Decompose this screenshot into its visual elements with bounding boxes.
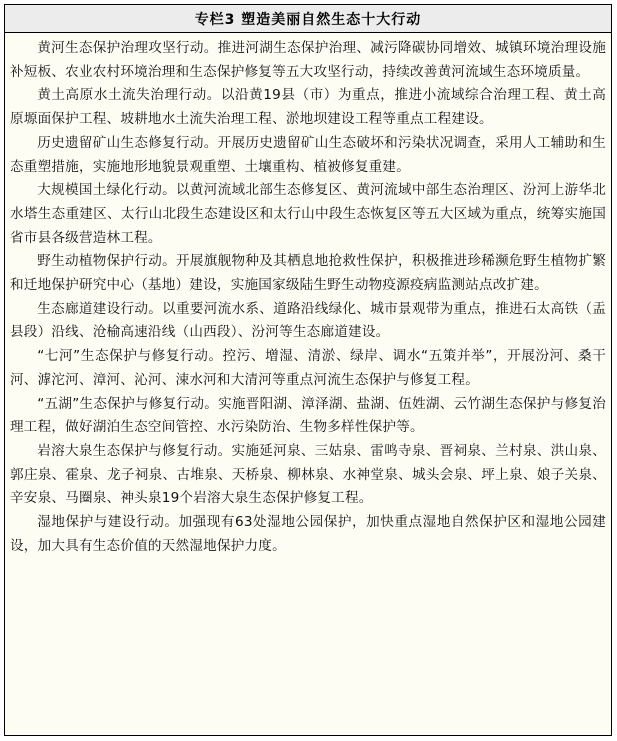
paragraph-greening: 大规模国土绿化行动。以黄河流域北部生态修复区、黄河流域中部生态治理区、汾河上游华北水塔生态重建区、太行山北段生态建设区和太行山中段生态恢复区等五大区域为重点，统筹实施国省市县各级营造林工程。: [10, 182, 606, 246]
paragraph-mine-restoration: 历史遗留矿山生态修复行动。开展历史遗留矿山生态破坏和污染状况调查，采用人工辅助和生态重塑措施，实施地形地貌景观重塑、土壤重构、植被修复重建。: [10, 134, 606, 175]
feature-box: [4, 4, 612, 736]
box-title: 专栏3 塑造美丽自然生态十大行动: [5, 5, 611, 33]
paragraph-seven-rivers: “七河”生态保护与修复行动。控污、增湿、清淤、绿岸、调水“五策并举”，开展汾河、桑干河、滹沱河、漳河、沁河、涑水河和大清河等重点河流生态保护与修复工程。: [10, 348, 606, 388]
paragraph-karst-springs: 岩溶大泉生态保护与修复行动。实施延河泉、三姑泉、雷鸣寺泉、晋祠泉、兰村泉、洪山泉、郭庄泉、霍泉、龙子祠泉、古堆泉、天桥泉、柳林泉、水神堂泉、城头会泉、坪上泉、娘子关泉、辛安泉、马圈泉、神头泉19个岩溶大泉生态保护修复工程。: [10, 442, 606, 507]
paragraph-yellow-river-governance: 黄河生态保护治理攻坚行动。推进河湖生态保护治理、减污降碳协同增效、城镇环境治理设施补短板、农业农村环境治理和生态保护修复等五大攻坚行动，持续改善黄河流域生态环境质量。: [10, 40, 606, 80]
box-content: [5, 33, 611, 558]
paragraph-five-lakes: “五湖”生态保护与修复行动。实施晋阳湖、漳泽湖、盐湖、伍姓湖、云竹湖生态保护与修复治理工程，做好湖泊生态空间管控、水污染防治、生物多样性保护等。: [10, 395, 606, 436]
paragraph-ecological-corridor: 生态廊道建设行动。以重要河流水系、道路沿线绿化、城市景观带为重点，推进石太高铁（盂县段）沿线、沧榆高速沿线（山西段）、汾河等生态廊道建设。: [10, 300, 606, 341]
paragraph-wetlands: 湿地保护与建设行动。加强现有63处湿地公园保护，加快重点湿地自然保护区和湿地公园建设，加大具有生态价值的天然湿地保护力度。: [10, 514, 606, 554]
paragraph-wildlife: 野生动植物保护行动。开展旗舰物种及其栖息地抢救性保护，积极推进珍稀濒危野生植物扩繁和迁地保护研究中心（基地）建设，实施国家级陆生野生动物疫源疫病监测站点改扩建。: [10, 253, 606, 294]
paragraph-soil-erosion: 黄土高原水土流失治理行动。以沿黄19县（市）为重点，推进小流域综合治理工程、黄土高原塬面保护工程、坡耕地水土流失治理工程、淤地坝建设工程等重点工程建设。: [10, 87, 606, 128]
